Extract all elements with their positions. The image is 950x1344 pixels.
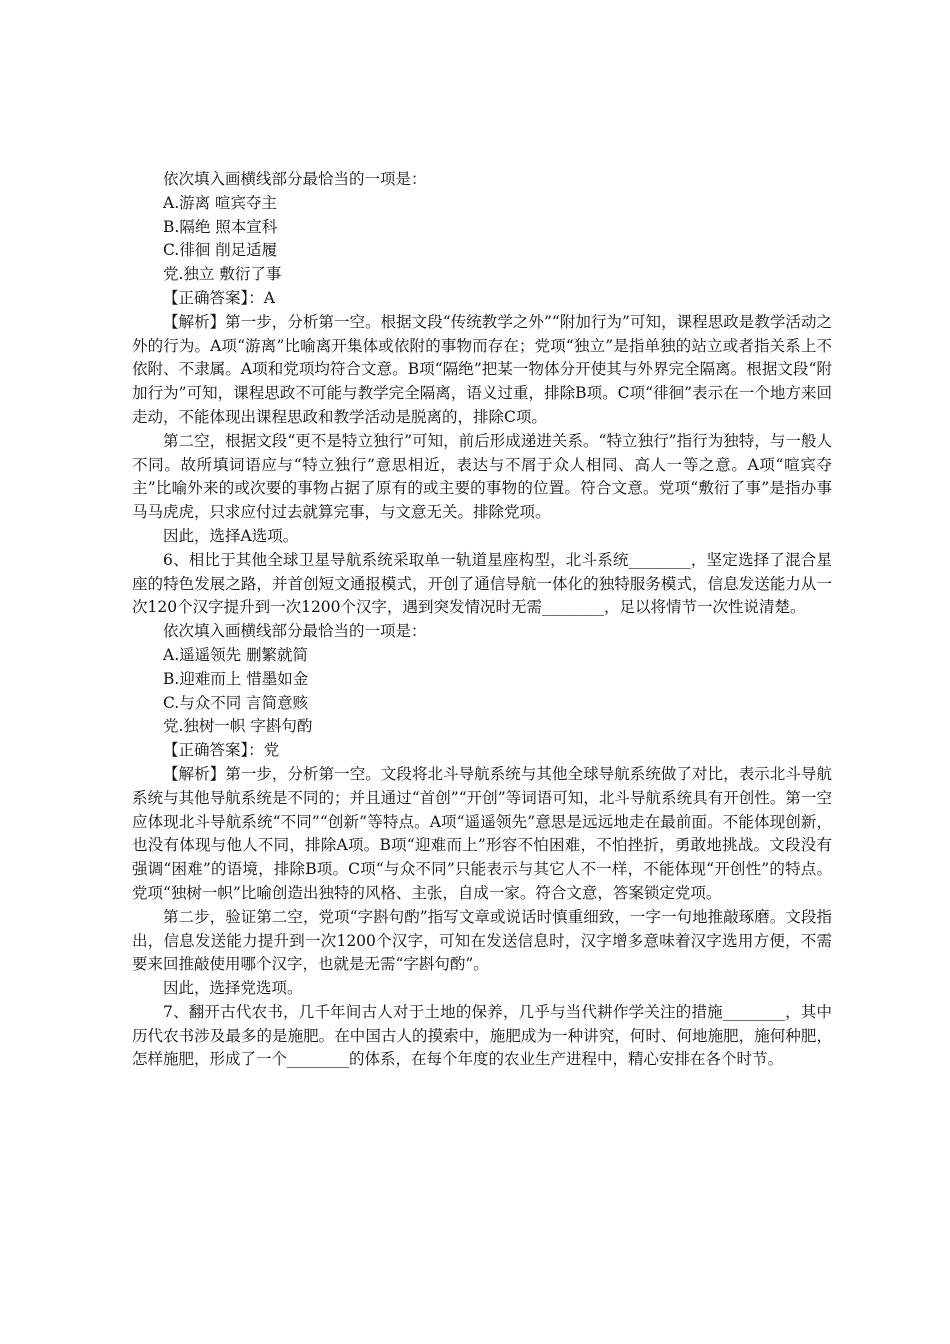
conclusion: 因此，选择党选项。 <box>163 979 303 998</box>
question-stem: 6、相比于其他全球卫星导航系统采取单一轨道星座构型，北斗系统________，坚定选择了混合星座的特色发展之路，并首创短文通报模式，开创了通信导航一体化的独特服务模式，信息发送能力从一次120个汉字提升到一次1200个汉字，遇到突发情况时无需________，足以将情节一次性说清楚。 <box>132 550 832 617</box>
analysis-paragraph: 第二空，根据文段“更不是特立独行”可知，前后形成递进关系。“特立独行”指行为独特，与一般人不同。故所填词语应与“特立独行”意思相近，表达与不屑于众人相同、高人一等之意。A项“喧宾夺主”比喻外来的或次要的事物占据了原有的或主要的事物的位置。符合文意。党项“敷衍了事”是指办事马马虎虎，只求应付过去就算完事，与文意无关。排除党项。 <box>132 431 832 522</box>
analysis-paragraph: 【解析】第一步，分析第一空。文段将北斗导航系统与其他全球导航系统做了对比，表示北斗导航系统与其他导航系统是不同的；并且通过“首创”“开创”等词语可知，北斗导航系统具有开创性。第一空应体现北斗导航系统“不同”“创新”等特点。A项“遥遥领先”意思是远远地走在最前面。不能体现创新，也没有体现与他人不同，排除A项。B项“迎难而上”形容不怕困难，不怕挫折，勇敢地挑战。文段没有强调“困难”的语境，排除B项。C项“与众不同”只能表示与其它人不一样，不能体现“开创性”的特点。党项“独树一帜”比喻创造出独特的风格、主张，自成一家。符合文意，答案锁定党项。 <box>132 764 832 902</box>
option-d: 党.独立 敷衍了事 <box>163 265 282 284</box>
conclusion: 因此，选择A选项。 <box>163 526 299 545</box>
question-prompt: 依次填入画横线部分最恰当的一项是： <box>163 622 427 641</box>
option-d: 党.独树一帜 字斟句酌 <box>163 717 313 736</box>
option-b: B.迎难而上 惜墨如金 <box>163 669 309 688</box>
correct-answer: 【正确答案】：党 <box>163 741 280 760</box>
option-b: B.隔绝 照本宣科 <box>163 217 278 236</box>
option-c: C.徘徊 削足适履 <box>163 241 278 260</box>
option-a: A.遥遥领先 删繁就简 <box>163 645 309 664</box>
correct-answer: 【正确答案】：A <box>163 288 275 307</box>
option-c: C.与众不同 言简意赅 <box>163 693 309 712</box>
option-a: A.游离 喧宾夺主 <box>163 193 278 212</box>
question-stem: 7、翻开古代农书，几千年间古人对于土地的保养，几乎与当代耕作学关注的措施________，其中历代农书涉及最多的是施肥。在中国古人的摸索中，施肥成为一种讲究，何时、何地施肥，施何种肥，怎样施肥，形成了一个________的体系，在每个年度的农业生产进程中，精心安排在各个时节。 <box>132 1002 832 1069</box>
analysis-paragraph: 【解析】第一步，分析第一空。根据文段“传统教学之外”“附加行为”可知，课程思政是教学活动之外的行为。A项“游离”比喻离开集体或依附的事物而存在；党项“独立”是指单独的站立或者指关系上不依附、不隶属。A项和党项均符合文意。B项“隔绝”把某一物体分开使其与外界完全隔离。根据文段“附加行为”可知，课程思政不可能与教学完全隔离，语义过重，排除B项。C项“徘徊”表示在一个地方来回走动，不能体现出课程思政和教学活动是脱离的，排除C项。 <box>132 312 832 426</box>
analysis-paragraph: 第二步，验证第二空，党项“字斟句酌”指写文章或说话时慎重细致，一字一句地推敲琢磨。文段指出，信息发送能力提升到一次1200个汉字，可知在发送信息时，汉字增多意味着汉字选用方便，不需要来回推敲使用哪个汉字，也就是无需“字斟句酌”。 <box>132 907 832 974</box>
document-body <box>132 168 832 1072</box>
question-prompt: 依次填入画横线部分最恰当的一项是： <box>163 170 427 188</box>
